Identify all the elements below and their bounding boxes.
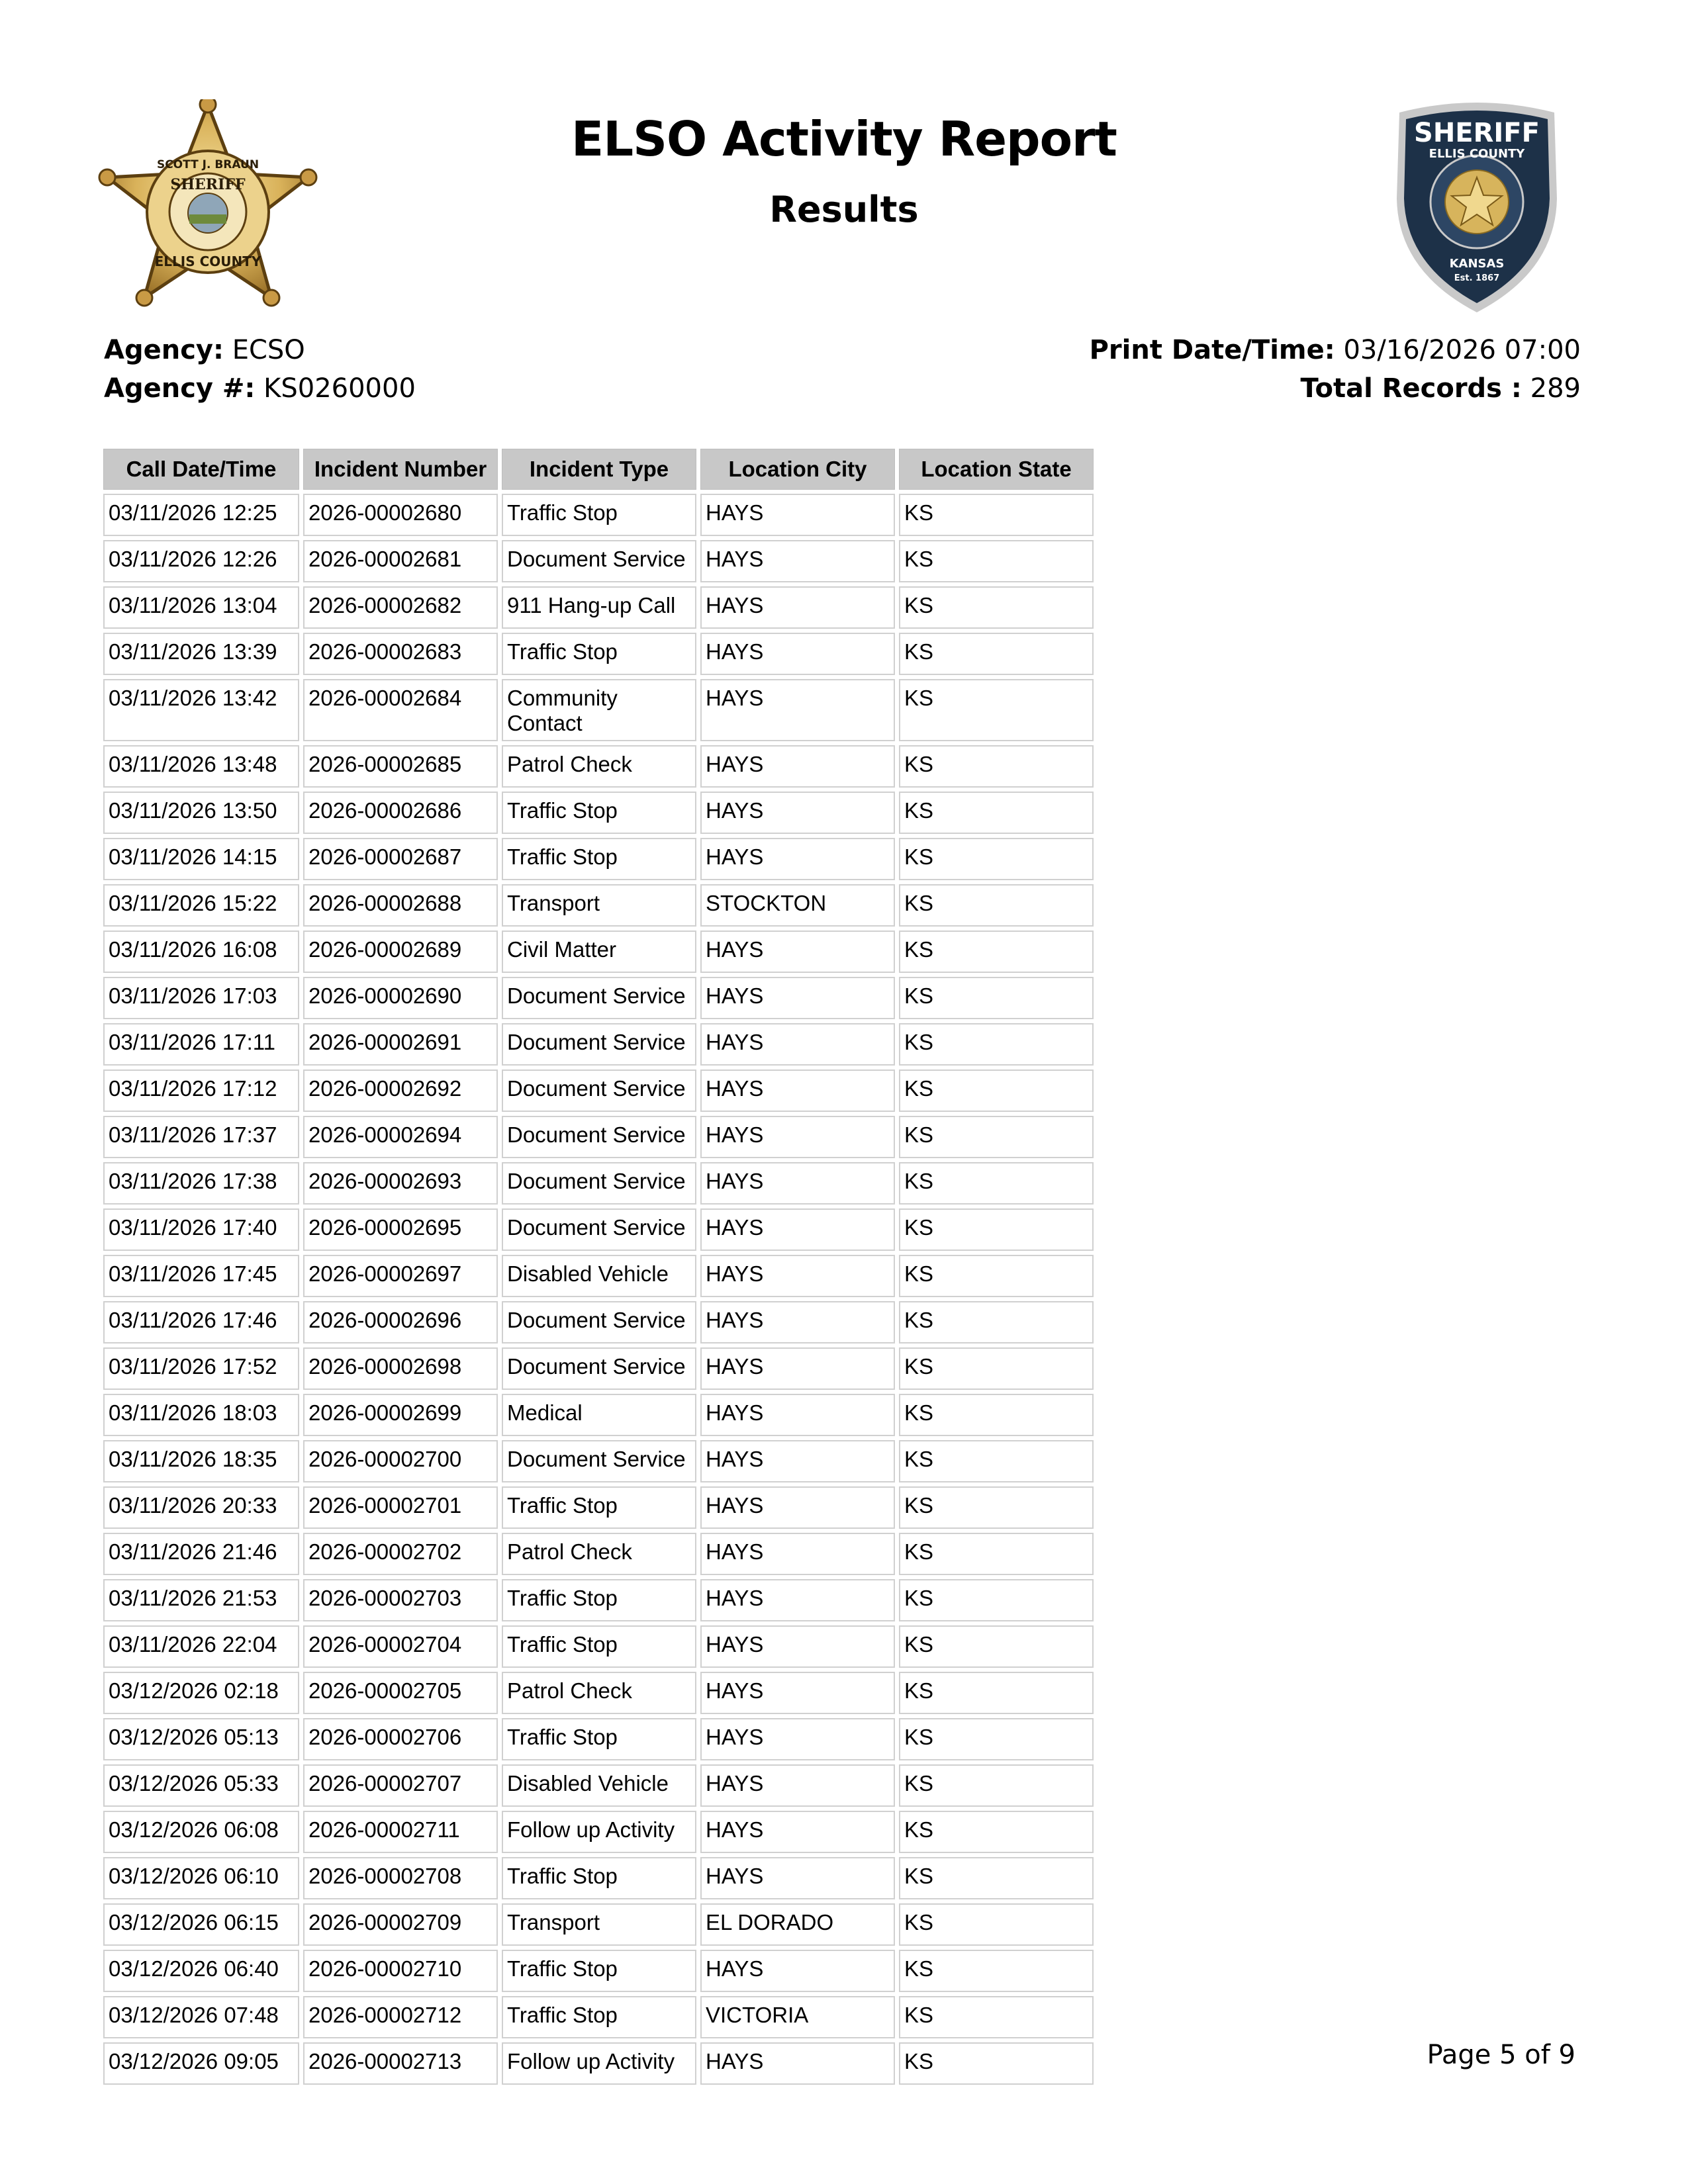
table-row bbox=[103, 494, 1094, 536]
table-cell: KS bbox=[899, 1394, 1094, 1436]
table-cell: 03/11/2026 17:37 bbox=[103, 1116, 299, 1158]
table-cell: 03/11/2026 17:38 bbox=[103, 1162, 299, 1205]
badge-text-county: ELLIS COUNTY bbox=[154, 253, 261, 269]
table-row bbox=[103, 1950, 1094, 1992]
table-row bbox=[103, 745, 1094, 788]
table-cell: 03/11/2026 15:22 bbox=[103, 884, 299, 927]
table-cell: KS bbox=[899, 2042, 1094, 2085]
table-cell: HAYS bbox=[700, 1394, 895, 1436]
table-cell: KS bbox=[899, 1950, 1094, 1992]
agency-label: Agency: bbox=[104, 335, 224, 365]
table-cell: Traffic Stop bbox=[502, 1486, 696, 1529]
table-cell: Civil Matter bbox=[502, 931, 696, 973]
table-cell: HAYS bbox=[700, 1486, 895, 1529]
table-cell: KS bbox=[899, 679, 1094, 741]
table-cell: 2026-00002693 bbox=[303, 1162, 498, 1205]
table-cell: 2026-00002691 bbox=[303, 1023, 498, 1066]
table-cell: HAYS bbox=[700, 1533, 895, 1575]
table-cell: 03/12/2026 06:15 bbox=[103, 1903, 299, 1946]
table-row bbox=[103, 1301, 1094, 1343]
total-records-row bbox=[1090, 369, 1581, 408]
table-cell: 2026-00002703 bbox=[303, 1579, 498, 1621]
table-row bbox=[103, 884, 1094, 927]
table-cell: Document Service bbox=[502, 1301, 696, 1343]
table-cell: HAYS bbox=[700, 1718, 895, 1760]
table-cell: Document Service bbox=[502, 1069, 696, 1112]
table-cell: KS bbox=[899, 884, 1094, 927]
table-cell: KS bbox=[899, 540, 1094, 582]
table-cell: 2026-00002709 bbox=[303, 1903, 498, 1946]
table-cell: HAYS bbox=[700, 540, 895, 582]
table-cell: KS bbox=[899, 838, 1094, 880]
table-cell: 03/11/2026 13:42 bbox=[103, 679, 299, 741]
table-cell: Traffic Stop bbox=[502, 1950, 696, 1992]
table-row bbox=[103, 1394, 1094, 1436]
table-cell: 2026-00002681 bbox=[303, 540, 498, 582]
table-cell: Patrol Check bbox=[502, 1533, 696, 1575]
table-cell: 03/11/2026 20:33 bbox=[103, 1486, 299, 1529]
table-cell: KS bbox=[899, 1162, 1094, 1205]
table-cell: 03/11/2026 21:46 bbox=[103, 1533, 299, 1575]
table-cell: 2026-00002683 bbox=[303, 633, 498, 675]
table-row bbox=[103, 1672, 1094, 1714]
table-cell: KS bbox=[899, 1672, 1094, 1714]
table-cell: HAYS bbox=[700, 586, 895, 629]
table-cell: 03/11/2026 17:11 bbox=[103, 1023, 299, 1066]
table-cell: 03/11/2026 17:52 bbox=[103, 1347, 299, 1390]
patch-text-sheriff: SHERIFF bbox=[1414, 118, 1540, 148]
table-cell: VICTORIA bbox=[700, 1996, 895, 2038]
table-cell: Document Service bbox=[502, 1023, 696, 1066]
column-header: Location State bbox=[899, 449, 1094, 490]
table-cell: HAYS bbox=[700, 2042, 895, 2085]
table-cell: 03/12/2026 02:18 bbox=[103, 1672, 299, 1714]
total-records-label: Total Records : bbox=[1300, 373, 1522, 404]
table-cell: HAYS bbox=[700, 1579, 895, 1621]
table-cell: HAYS bbox=[700, 1116, 895, 1158]
table-cell: Document Service bbox=[502, 1440, 696, 1482]
table-cell: Traffic Stop bbox=[502, 1857, 696, 1899]
table-cell: 03/11/2026 21:53 bbox=[103, 1579, 299, 1621]
column-header: Call Date/Time bbox=[103, 449, 299, 490]
table-cell: KS bbox=[899, 1811, 1094, 1853]
table-cell: KS bbox=[899, 931, 1094, 973]
table-cell: Traffic Stop bbox=[502, 1579, 696, 1621]
table-cell: Traffic Stop bbox=[502, 1625, 696, 1668]
table-cell: Medical bbox=[502, 1394, 696, 1436]
table-cell: KS bbox=[899, 1440, 1094, 1482]
table-row bbox=[103, 977, 1094, 1019]
table-cell: 03/11/2026 17:12 bbox=[103, 1069, 299, 1112]
table-cell: HAYS bbox=[700, 977, 895, 1019]
table-cell: 03/11/2026 17:45 bbox=[103, 1255, 299, 1297]
table-cell: 2026-00002707 bbox=[303, 1764, 498, 1807]
table-cell: 03/11/2026 17:46 bbox=[103, 1301, 299, 1343]
agency-number-label: Agency #: bbox=[104, 373, 256, 404]
table-cell: 2026-00002701 bbox=[303, 1486, 498, 1529]
table-cell: KS bbox=[899, 1023, 1094, 1066]
table-cell: 03/11/2026 16:08 bbox=[103, 931, 299, 973]
table-cell: KS bbox=[899, 494, 1094, 536]
table-row bbox=[103, 2042, 1094, 2085]
table-cell: Patrol Check bbox=[502, 745, 696, 788]
table-cell: HAYS bbox=[700, 838, 895, 880]
table-cell: HAYS bbox=[700, 1208, 895, 1251]
table-cell: KS bbox=[899, 1579, 1094, 1621]
table-cell: Traffic Stop bbox=[502, 1718, 696, 1760]
table-cell: 03/11/2026 14:15 bbox=[103, 838, 299, 880]
table-cell: Community Contact bbox=[502, 679, 696, 741]
print-datetime-label: Print Date/Time: bbox=[1089, 335, 1335, 365]
table-row bbox=[103, 1903, 1094, 1946]
table-cell: 03/11/2026 18:35 bbox=[103, 1440, 299, 1482]
table-cell: 03/12/2026 07:48 bbox=[103, 1996, 299, 2038]
table-cell: 03/12/2026 06:08 bbox=[103, 1811, 299, 1853]
table-row bbox=[103, 1857, 1094, 1899]
table-cell: KS bbox=[899, 1533, 1094, 1575]
table-cell: KS bbox=[899, 1996, 1094, 2038]
table-cell: KS bbox=[899, 1857, 1094, 1899]
table-cell: 2026-00002708 bbox=[303, 1857, 498, 1899]
print-datetime-value: 03/16/2026 07:00 bbox=[1343, 335, 1581, 365]
table-cell: 2026-00002706 bbox=[303, 1718, 498, 1760]
table-header-row bbox=[103, 449, 1094, 490]
agency-info bbox=[104, 331, 416, 408]
table-cell: Follow up Activity bbox=[502, 2042, 696, 2085]
table-cell: Document Service bbox=[502, 977, 696, 1019]
table-cell: 03/12/2026 09:05 bbox=[103, 2042, 299, 2085]
table-cell: 2026-00002704 bbox=[303, 1625, 498, 1668]
table-cell: KS bbox=[899, 1764, 1094, 1807]
table-cell: Traffic Stop bbox=[502, 792, 696, 834]
table-cell: 03/11/2026 22:04 bbox=[103, 1625, 299, 1668]
table-row bbox=[103, 679, 1094, 741]
page-number: Page 5 of 9 bbox=[1427, 2040, 1575, 2070]
table-row bbox=[103, 1116, 1094, 1158]
table-row bbox=[103, 1486, 1094, 1529]
agency-number-row bbox=[104, 369, 416, 408]
table-cell: 03/11/2026 12:26 bbox=[103, 540, 299, 582]
table-body bbox=[103, 494, 1094, 2085]
table-cell: HAYS bbox=[700, 1625, 895, 1668]
table-cell: 2026-00002700 bbox=[303, 1440, 498, 1482]
table-cell: HAYS bbox=[700, 679, 895, 741]
table-cell: 03/11/2026 13:04 bbox=[103, 586, 299, 629]
table-cell: HAYS bbox=[700, 1857, 895, 1899]
table-cell: HAYS bbox=[700, 1301, 895, 1343]
table-cell: Document Service bbox=[502, 1116, 696, 1158]
table-cell: 03/11/2026 13:50 bbox=[103, 792, 299, 834]
total-records-value: 289 bbox=[1530, 373, 1581, 404]
column-header: Incident Number bbox=[303, 449, 498, 490]
table-cell: KS bbox=[899, 1116, 1094, 1158]
agency-number-value: KS0260000 bbox=[263, 373, 416, 404]
table-row bbox=[103, 586, 1094, 629]
table-cell: 911 Hang-up Call bbox=[502, 586, 696, 629]
patch-text-est: Est. 1867 bbox=[1454, 273, 1500, 283]
table-cell: HAYS bbox=[700, 931, 895, 973]
table-cell: KS bbox=[899, 633, 1094, 675]
table-row bbox=[103, 1069, 1094, 1112]
table-cell: KS bbox=[899, 1718, 1094, 1760]
table-cell: 2026-00002694 bbox=[303, 1116, 498, 1158]
table-cell: Document Service bbox=[502, 1162, 696, 1205]
table-cell: 2026-00002696 bbox=[303, 1301, 498, 1343]
badge-text-sheriff: SHERIFF bbox=[170, 176, 246, 193]
table-cell: Document Service bbox=[502, 540, 696, 582]
table-cell: 2026-00002711 bbox=[303, 1811, 498, 1853]
table-cell: 03/11/2026 12:25 bbox=[103, 494, 299, 536]
table-cell: 2026-00002686 bbox=[303, 792, 498, 834]
table-cell: 2026-00002689 bbox=[303, 931, 498, 973]
table-cell: Transport bbox=[502, 884, 696, 927]
table-row bbox=[103, 1811, 1094, 1853]
table-row bbox=[103, 1764, 1094, 1807]
table-cell: HAYS bbox=[700, 1764, 895, 1807]
table-row bbox=[103, 1208, 1094, 1251]
table-cell: HAYS bbox=[700, 1440, 895, 1482]
table-cell: KS bbox=[899, 1208, 1094, 1251]
table-cell: KS bbox=[899, 1255, 1094, 1297]
table-cell: 2026-00002685 bbox=[303, 745, 498, 788]
table-cell: 2026-00002698 bbox=[303, 1347, 498, 1390]
table-cell: Traffic Stop bbox=[502, 838, 696, 880]
table-cell: KS bbox=[899, 1486, 1094, 1529]
agency-value: ECSO bbox=[232, 335, 305, 365]
table-cell: 03/11/2026 13:39 bbox=[103, 633, 299, 675]
table-cell: Disabled Vehicle bbox=[502, 1255, 696, 1297]
table-cell: 03/12/2026 05:33 bbox=[103, 1764, 299, 1807]
table-cell: Document Service bbox=[502, 1208, 696, 1251]
table-cell: HAYS bbox=[700, 494, 895, 536]
patch-text-state: KANSAS bbox=[1449, 257, 1505, 271]
table-cell: HAYS bbox=[700, 633, 895, 675]
table-cell: 2026-00002688 bbox=[303, 884, 498, 927]
table-row bbox=[103, 931, 1094, 973]
table-cell: 2026-00002712 bbox=[303, 1996, 498, 2038]
report-title: ELSO Activity Report bbox=[571, 111, 1117, 167]
table-cell: KS bbox=[899, 1625, 1094, 1668]
table-cell: 2026-00002684 bbox=[303, 679, 498, 741]
table-row bbox=[103, 1533, 1094, 1575]
table-cell: HAYS bbox=[700, 1069, 895, 1112]
table-cell: 2026-00002710 bbox=[303, 1950, 498, 1992]
table-cell: 03/12/2026 05:13 bbox=[103, 1718, 299, 1760]
table-cell: HAYS bbox=[700, 1347, 895, 1390]
table-cell: KS bbox=[899, 1347, 1094, 1390]
table-cell: EL DORADO bbox=[700, 1903, 895, 1946]
print-info bbox=[1090, 331, 1581, 408]
table-row bbox=[103, 633, 1094, 675]
table-cell: 03/12/2026 06:10 bbox=[103, 1857, 299, 1899]
table-row bbox=[103, 1625, 1094, 1668]
table-cell: STOCKTON bbox=[700, 884, 895, 927]
table-cell: KS bbox=[899, 586, 1094, 629]
table-cell: Traffic Stop bbox=[502, 633, 696, 675]
table-cell: HAYS bbox=[700, 1672, 895, 1714]
table-cell: 03/11/2026 17:03 bbox=[103, 977, 299, 1019]
sheriff-shield-patch-icon bbox=[1390, 99, 1564, 318]
table-cell: Traffic Stop bbox=[502, 494, 696, 536]
table-row bbox=[103, 792, 1094, 834]
table-cell: Patrol Check bbox=[502, 1672, 696, 1714]
table-cell: 2026-00002682 bbox=[303, 586, 498, 629]
table-cell: 2026-00002690 bbox=[303, 977, 498, 1019]
table-cell: HAYS bbox=[700, 1950, 895, 1992]
table-row bbox=[103, 1255, 1094, 1297]
table-cell: 2026-00002687 bbox=[303, 838, 498, 880]
table-cell: 2026-00002692 bbox=[303, 1069, 498, 1112]
table-cell: Follow up Activity bbox=[502, 1811, 696, 1853]
table-row bbox=[103, 1996, 1094, 2038]
table-cell: HAYS bbox=[700, 1811, 895, 1853]
table-cell: Traffic Stop bbox=[502, 1996, 696, 2038]
table-cell: HAYS bbox=[700, 1255, 895, 1297]
table-row bbox=[103, 1440, 1094, 1482]
table-row bbox=[103, 1162, 1094, 1205]
badge-text-name: SCOTT J. BRAUN bbox=[156, 158, 259, 171]
patch-text-county: ELLIS COUNTY bbox=[1429, 147, 1525, 161]
print-datetime-row bbox=[1090, 331, 1581, 369]
table-cell: 2026-00002702 bbox=[303, 1533, 498, 1575]
results-table bbox=[99, 445, 1098, 2089]
table-cell: 2026-00002697 bbox=[303, 1255, 498, 1297]
table-cell: 2026-00002680 bbox=[303, 494, 498, 536]
table-cell: KS bbox=[899, 745, 1094, 788]
table-cell: KS bbox=[899, 1301, 1094, 1343]
table-cell: HAYS bbox=[700, 792, 895, 834]
table-cell: 2026-00002699 bbox=[303, 1394, 498, 1436]
table-row bbox=[103, 838, 1094, 880]
table-cell: 03/11/2026 17:40 bbox=[103, 1208, 299, 1251]
table-cell: 03/11/2026 13:48 bbox=[103, 745, 299, 788]
report-subtitle: Results bbox=[769, 189, 919, 230]
table-row bbox=[103, 540, 1094, 582]
agency-row bbox=[104, 331, 416, 369]
table-cell: 2026-00002713 bbox=[303, 2042, 498, 2085]
column-header: Location City bbox=[700, 449, 895, 490]
table-cell: KS bbox=[899, 1903, 1094, 1946]
table-row bbox=[103, 1718, 1094, 1760]
table-cell: Transport bbox=[502, 1903, 696, 1946]
table-row bbox=[103, 1347, 1094, 1390]
table-cell: KS bbox=[899, 977, 1094, 1019]
table-cell: 03/12/2026 06:40 bbox=[103, 1950, 299, 1992]
table-row bbox=[103, 1579, 1094, 1621]
table-cell: HAYS bbox=[700, 745, 895, 788]
table-cell: 2026-00002695 bbox=[303, 1208, 498, 1251]
table-cell: HAYS bbox=[700, 1162, 895, 1205]
table-cell: 2026-00002705 bbox=[303, 1672, 498, 1714]
table-cell: 03/11/2026 18:03 bbox=[103, 1394, 299, 1436]
table-cell: KS bbox=[899, 1069, 1094, 1112]
table-cell: KS bbox=[899, 792, 1094, 834]
table-row bbox=[103, 1023, 1094, 1066]
table-cell: Disabled Vehicle bbox=[502, 1764, 696, 1807]
table-cell: HAYS bbox=[700, 1023, 895, 1066]
column-header: Incident Type bbox=[502, 449, 696, 490]
table-cell: Document Service bbox=[502, 1347, 696, 1390]
